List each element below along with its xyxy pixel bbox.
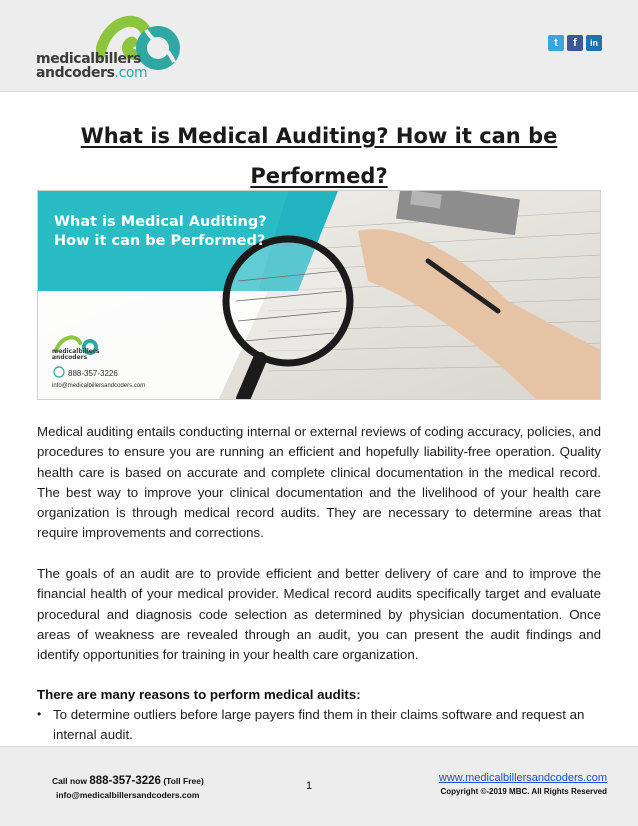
company-logo[interactable] [36, 14, 186, 84]
page-footer [0, 746, 638, 826]
page-title: What is Medical Auditing? How it can be Performed? [80, 124, 558, 188]
reasons-list [37, 705, 601, 744]
logo-line-2-suffix: .com [114, 65, 148, 81]
hero-logo-line-2: andcoders [52, 354, 88, 361]
list-item [37, 705, 601, 744]
page-header [0, 0, 638, 92]
twitter-icon[interactable]: t [548, 35, 564, 51]
hero-headline-line-2: How it can be Performed? [54, 233, 266, 249]
page-number: 1 [306, 780, 313, 792]
footer-site-info [439, 771, 607, 798]
hero-logo-line-1: medicalbillers [52, 348, 100, 355]
hero-phone: 888-357-3226 [68, 369, 118, 378]
footer-contact [52, 774, 204, 802]
footer-call-prefix: Call now [52, 776, 87, 786]
hero-image [37, 190, 601, 400]
logo-line-2-main: andcoders [36, 65, 115, 81]
hero-email: info@medicalbillersandcoders.com [52, 383, 146, 389]
social-links [548, 35, 602, 51]
hero-logo-text [52, 349, 99, 361]
paragraph-goals: The goals of an audit are to provide efficient and better delivery of care and to improve the financial health of your medical provider. Medical record audits specifically target and evaluate procedural and diagnosis code selection as determined by physician documentation. Once areas of weakness are revealed through an audit, you can present the audit findings and identify opportunities for training in your health care organization. [37, 566, 601, 663]
footer-toll-free: (Toll Free) [163, 776, 204, 786]
list-item-text: To determine outliers before large payers find them in their claims software and request an internal audit. [53, 707, 585, 742]
reasons-heading: There are many reasons to perform medical audits: [37, 687, 361, 702]
hero-headline-line-1: What is Medical Auditing? [54, 214, 267, 230]
paragraph-intro: Medical auditing entails conducting internal or external reviews of coding accuracy, policies, and procedures to ensure you are running an efficient and hopefully liability-free operation. Quality health care is based on accurate and complete clinical documentation in the medical record. The best way to improve your clinical documentation and the livelihood of your health care organization is through medical record audits. They are necessary to determine areas that require improvements and corrections. [37, 424, 601, 541]
hero-headline [54, 213, 267, 251]
linkedin-icon[interactable]: in [586, 35, 602, 51]
bullet-icon: • [37, 707, 42, 721]
footer-phone[interactable]: 888-357-3226 [89, 775, 161, 787]
footer-email[interactable]: info@medicalbillersandcoders.com [56, 790, 200, 800]
footer-call-line [52, 774, 204, 788]
facebook-icon[interactable]: f [567, 35, 583, 51]
logo-line-2 [36, 66, 147, 80]
website-link[interactable]: www.medicalbillersandcoders.com [438, 772, 607, 784]
logo-wordmark [36, 52, 147, 80]
logo-line-1: medicalbillers [36, 51, 141, 67]
copyright-text: Copyright ©-2019 MBC. All Rights Reserved [440, 787, 607, 796]
